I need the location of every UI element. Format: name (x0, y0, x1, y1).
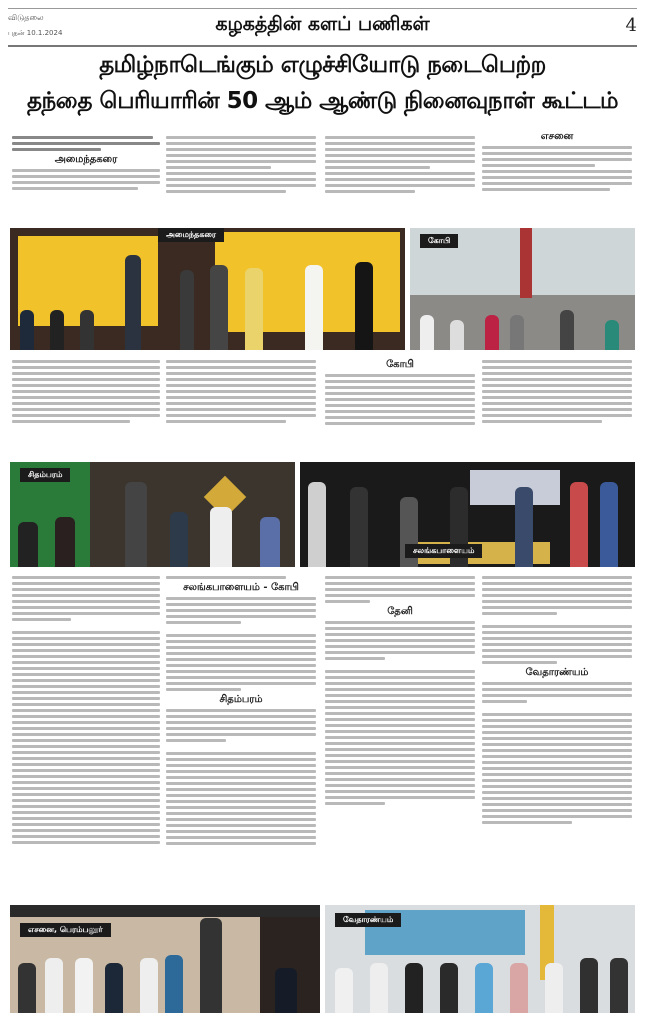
photo-label-salangapalayam: சலங்கபாளையம் (405, 544, 482, 558)
photo-label-esanai-perambalur: எசனை, பெரம்பலூர் (20, 923, 111, 937)
text-column-8 (482, 357, 632, 426)
section-heading-theni: தேனி (387, 606, 413, 617)
photo-salangapalayam (300, 462, 635, 567)
page-number: 4 (625, 15, 637, 36)
headline-line-2: தந்தை பெரியாரின் 50 ஆம் ஆண்டு நினைவுநாள் கூட்டம் (26, 88, 619, 114)
text-column-12 (482, 573, 632, 827)
headline-line-1: தமிழ்நாடெங்கும் எழுச்சியோடு நடைபெற்ற (99, 52, 546, 78)
text-column-2 (166, 133, 316, 196)
photo-label-vedaranyam: வேதாரண்யம் (335, 913, 401, 927)
text-column-5 (12, 357, 160, 426)
photo-label-chidambaram: சிதம்பரம் (20, 468, 70, 482)
photo-gobi (410, 228, 635, 350)
section-heading-chidambaram: சிதம்பரம் (219, 694, 263, 705)
text-column-4 (482, 128, 632, 194)
photo-label-amainthakarai: அமைந்தகரை (158, 228, 224, 242)
section-heading-esanai: எசனை (540, 131, 574, 142)
photo-label-gobi: கோபி (420, 234, 458, 248)
intro-column (12, 133, 160, 193)
text-column-3 (325, 133, 475, 196)
newspaper-name: விடுதலை (8, 13, 44, 22)
text-column-7 (325, 356, 475, 428)
page-header (8, 8, 637, 47)
issue-date: புதன் 10.1.2024 (8, 29, 63, 37)
text-column-10 (166, 573, 316, 848)
photo-vedaranyam (325, 905, 635, 1013)
photo-chidambaram (10, 462, 295, 567)
section-heading-amainthakarai: அமைந்தகரை (54, 154, 118, 165)
photo-amainthakarai (10, 228, 405, 350)
text-column-6 (166, 357, 316, 426)
photo-esanai-perambalur (10, 905, 320, 1013)
text-column-11 (325, 573, 475, 808)
section-heading-vedaranyam: வேதாரண்யம் (525, 667, 589, 678)
section-title: கழகத்தின் களப் பணிகள் (215, 13, 430, 35)
text-column-9 (12, 573, 160, 847)
section-heading-gobi: கோபி (386, 359, 414, 370)
section-heading-salangapalayam-gobi: சலங்கபாளையம் - கோபி (183, 582, 299, 593)
